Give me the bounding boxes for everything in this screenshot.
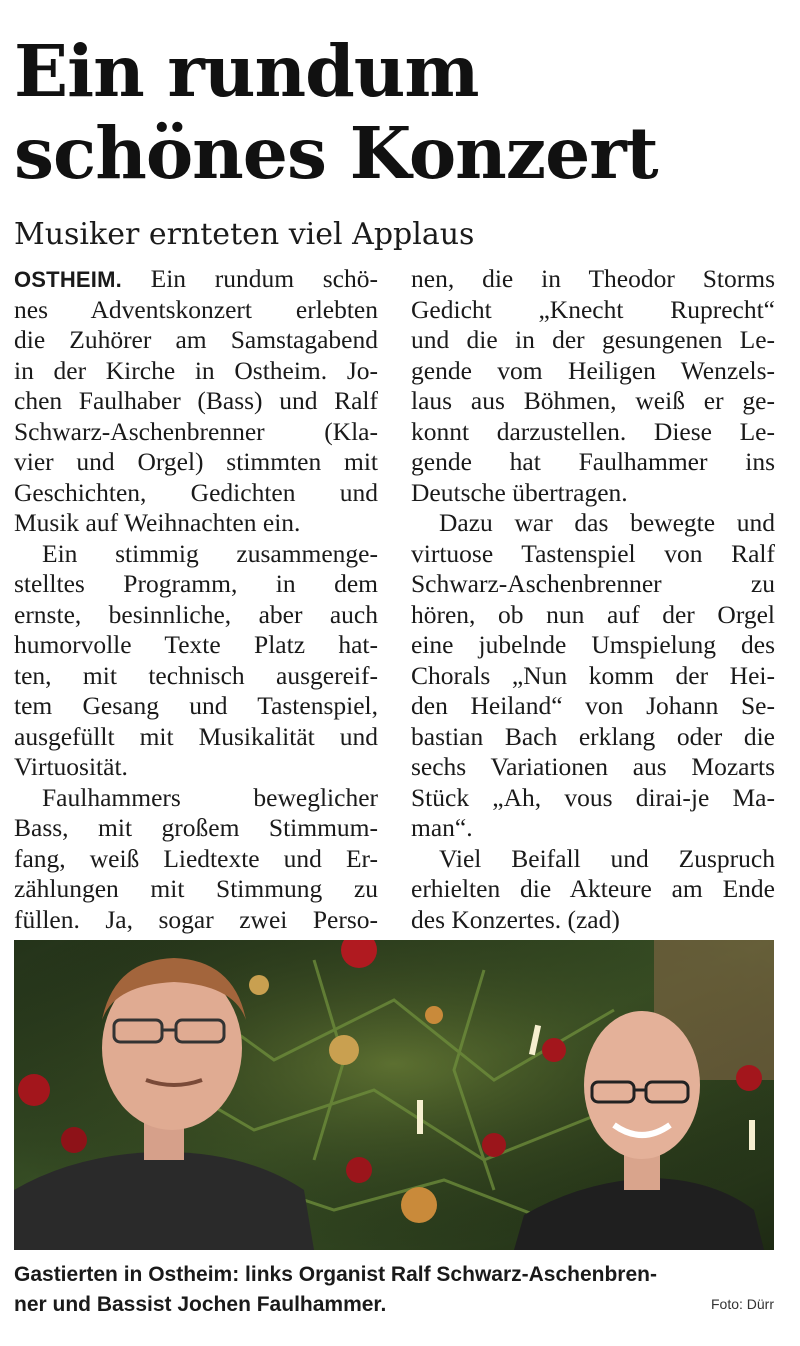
article-line: sechs Variationen aus Mozarts (411, 752, 775, 781)
article-line: vier und Orgel) stimmten mit (14, 447, 378, 476)
article-line-text: Ein rundum schö- (121, 264, 378, 293)
caption-line-1: Gastierten in Ostheim: links Organist Ralf Schwarz-Aschenbren- (14, 1263, 657, 1286)
photo-illustration (14, 940, 774, 1250)
article-line: die Zuhörer am Samstagabend (14, 325, 378, 354)
article-line: stelltes Programm, in dem (14, 569, 378, 598)
article-line: Schwarz-Aschenbrenner zu (411, 569, 775, 598)
photo-credit: Foto: Dürr (710, 1296, 774, 1312)
article-line: hören, ob nun auf der Orgel (411, 599, 775, 629)
article-line: fang, weiß Liedtexte und Er- (14, 843, 378, 873)
article-line: des Konzertes. (zad) (411, 904, 620, 934)
subheadline: Musiker ernteten viel Applaus (14, 217, 475, 252)
article-line: Stück „Ah, vous dirai-je Ma- (411, 782, 775, 812)
article-line: in der Kirche in Ostheim. Jo- (14, 355, 378, 385)
article-line: ausgefüllt mit Musikalität und (14, 721, 378, 751)
article-line: zählungen mit Stimmung zu (14, 874, 378, 903)
article-line: Musik auf Weihnachten ein. (14, 508, 301, 537)
article-line: gende vom Heiligen Wenzels- (411, 355, 775, 385)
article-line: und die in der gesungenen Le- (411, 325, 775, 354)
article-line: konnt darzustellen. Diese Le- (411, 416, 775, 446)
dateline: OSTHEIM. (14, 267, 122, 292)
article-column-right (411, 264, 775, 935)
article-line (14, 264, 378, 295)
article-line: Ein stimmig zusammenge- (42, 538, 378, 568)
article-line: nen, die in Theodor Storms (411, 264, 775, 293)
article-line: erhielten die Akteure am Ende (411, 874, 775, 903)
article-line: ernste, besinnliche, aber auch (14, 599, 378, 629)
article-column-left (14, 264, 378, 935)
article-line: Deutsche übertragen. (411, 477, 628, 507)
article-line: man“. (411, 813, 473, 842)
article-line: nes Adventskonzert erlebten (14, 294, 378, 324)
headline-line-2: schönes Konzert (14, 111, 658, 195)
article-line: Gedicht „Knecht Ruprecht“ (411, 294, 775, 324)
article-line: Schwarz-Aschenbrenner (Kla- (14, 416, 378, 446)
article-line: gende hat Faulhammer ins (411, 447, 775, 476)
article-line: Virtuosität. (14, 752, 128, 781)
article-line: bastian Bach erklang oder die (411, 721, 775, 751)
article-line: Chorals „Nun komm der Hei- (411, 660, 775, 690)
article-photo (14, 940, 774, 1250)
article-line: virtuose Tastenspiel von Ralf (411, 538, 775, 568)
article-line: laus aus Böhmen, weiß er ge- (411, 386, 775, 415)
headline (14, 30, 774, 194)
headline-line-1: Ein rundum (14, 29, 479, 113)
article-line: eine jubelnde Umspielung des (411, 630, 775, 659)
article-line: den Heiland“ von Johann Se- (411, 691, 775, 720)
article-line: Geschichten, Gedichten und (14, 477, 378, 507)
article-line: chen Faulhaber (Bass) und Ralf (14, 386, 378, 415)
article-line: humorvolle Texte Platz hat- (14, 630, 378, 659)
caption-line-2: ner und Bassist Jochen Faulhammer. (14, 1293, 387, 1316)
article-line: füllen. Ja, sogar zwei Perso- (14, 904, 378, 934)
article-line: Dazu war das bewegte und (439, 508, 775, 537)
article-line: Faulhammers beweglicher (42, 782, 378, 812)
article-line: Bass, mit großem Stimmum- (14, 813, 378, 842)
article-line: Viel Beifall und Zuspruch (439, 843, 775, 873)
article-line: ten, mit technisch ausgereif- (14, 660, 378, 690)
article-line: tem Gesang und Tastenspiel, (14, 691, 378, 720)
photo-caption (14, 1260, 774, 1320)
